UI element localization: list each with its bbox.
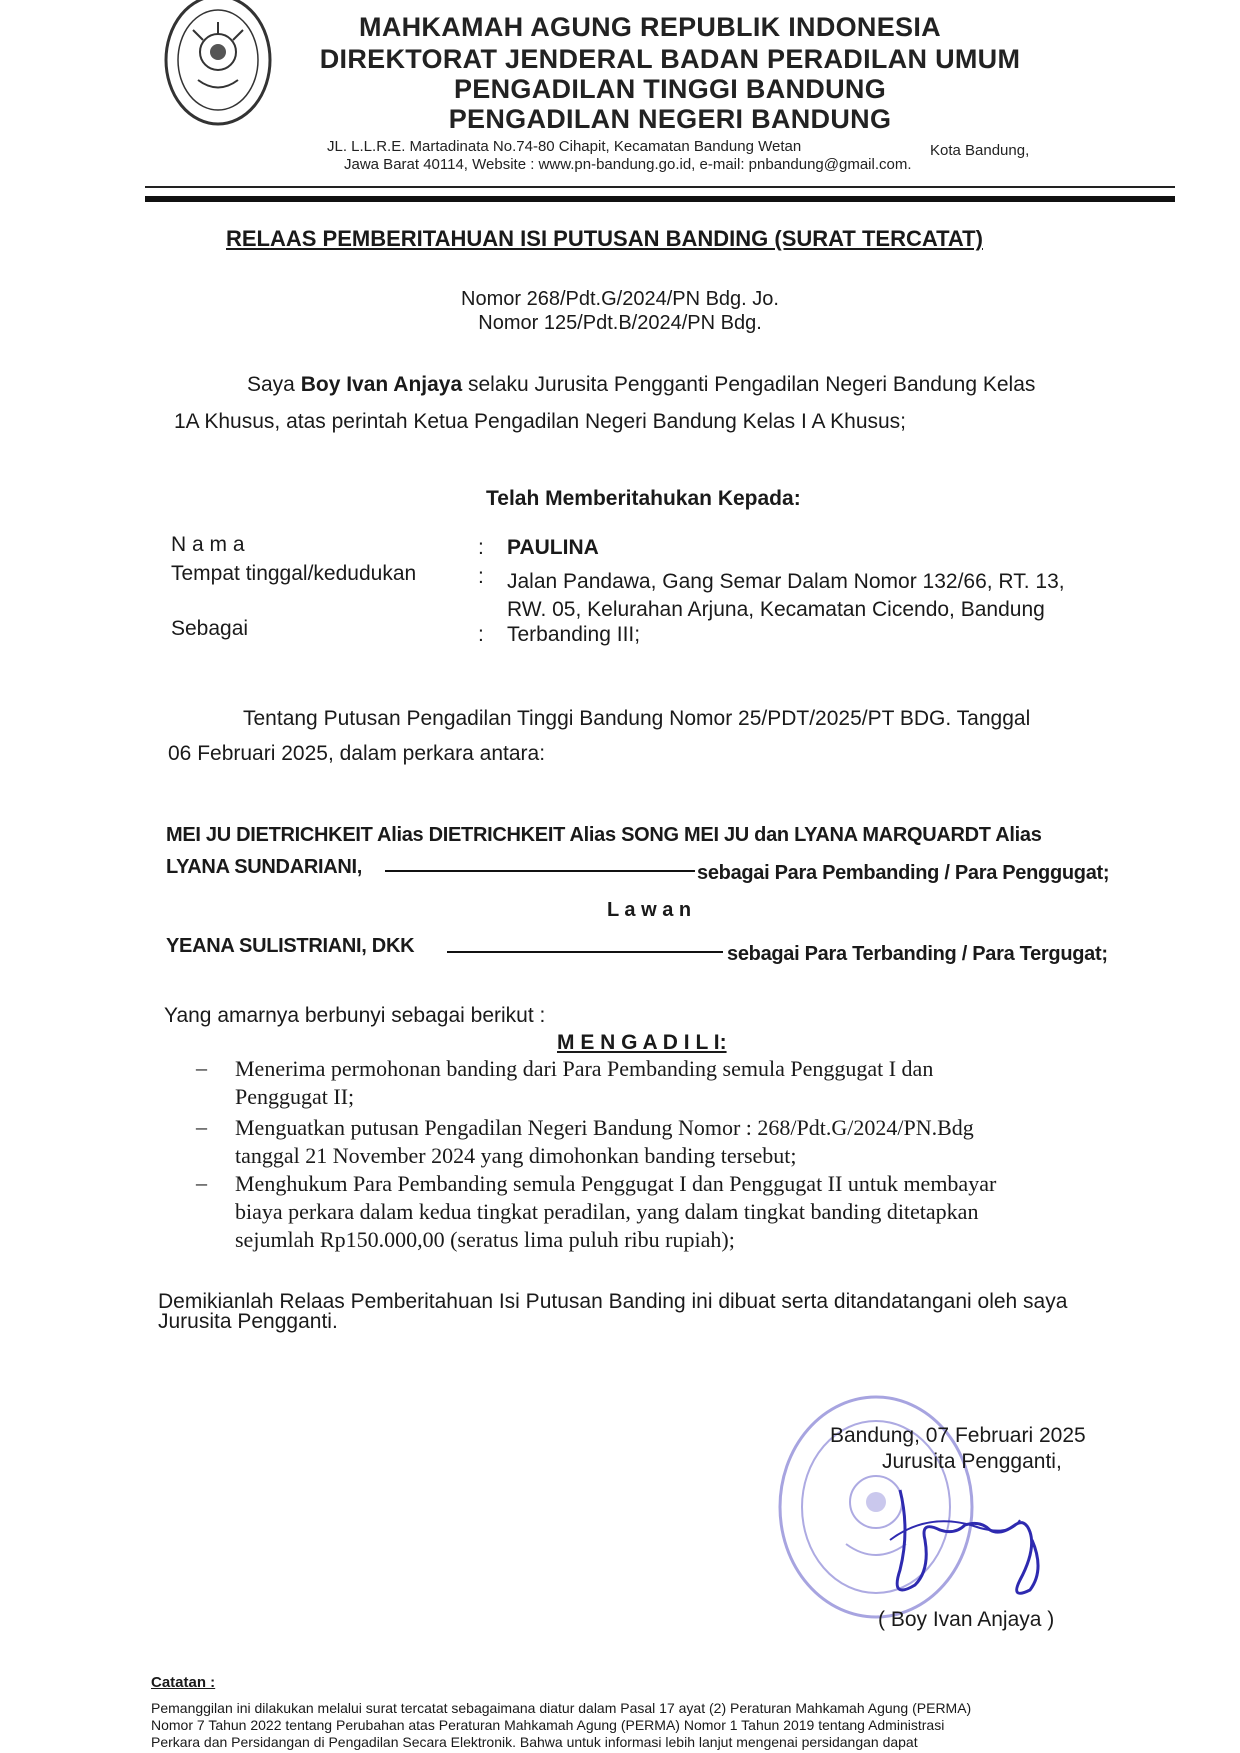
tentang-line-1: Tentang Putusan Pengadilan Tinggi Bandung Nomor 25/PDT/2025/PT BDG. Tanggal [243, 707, 1031, 730]
letterhead-line-1: MAHKAMAH AGUNG REPUBLIK INDONESIA [359, 12, 941, 42]
court-logo [163, 0, 273, 128]
sebagai-value: Terbanding III; [507, 623, 641, 646]
nama-colon: : [478, 536, 484, 559]
amar-item-3-line-1: Menghukum Para Pembanding semula Penggugat I dan Penggugat II untuk membayar [235, 1171, 997, 1196]
court-emblem-icon [163, 0, 273, 128]
lawan-label: L a w a n [607, 899, 692, 921]
alamat-line-1: Jalan Pandawa, Gang Semar Dalam Nomor 132/66, RT. 13, [507, 570, 1065, 593]
amar-bullet-1: – [196, 1055, 207, 1080]
alamat-label: Tempat tinggal/kedudukan [171, 562, 417, 585]
closing-line-2: Jurusita Pengganti. [158, 1310, 338, 1333]
case-number-2: Nomor 125/Pdt.B/2024/PN Bdg. [478, 312, 762, 334]
signature-name: ( Boy Ivan Anjaya ) [878, 1608, 1055, 1631]
mengadili-heading: M E N G A D I L I: [557, 1031, 727, 1054]
bailiff-name: Boy Ivan Anjaya [300, 373, 463, 396]
amar-item-2-line-1: Menguatkan putusan Pengadilan Negeri Bandung Nomor : 268/Pdt.G/2024/PN.Bdg [235, 1115, 974, 1140]
intro-rest: selaku Jurusita Pengganti Pengadilan Negeri Bandung Kelas [462, 373, 1036, 396]
catatan-label: Catatan : [151, 1674, 216, 1691]
letterhead-line-3: PENGADILAN TINGGI BANDUNG [454, 74, 886, 104]
catatan-line-1: Pemanggilan ini dilakukan melalui surat tercatat sebagaimana diatur dalam Pasal 17 ayat (2) Peraturan Mahkamah Agung (PERMA) [151, 1700, 972, 1716]
terbanding-role: sebagai Para Terbanding / Para Tergugat; [727, 943, 1108, 965]
pembanding-dash-line [385, 870, 695, 872]
amar-item-1-line-2: Penggugat II; [235, 1084, 355, 1109]
catatan-line-3: Perkara dan Persidangan di Pengadilan Secara Elektronik. Bahwa untuk informasi lebih lanjut mengenai persidangan dapat [151, 1734, 918, 1750]
document-title: RELAAS PEMBERITAHUAN ISI PUTUSAN BANDING (SURAT TERCATAT) [226, 226, 983, 251]
signature-place-date: Bandung, 07 Februari 2025 [830, 1424, 1086, 1447]
intro-prefix: Saya [247, 373, 301, 396]
pembanding-role: sebagai Para Pembanding / Para Penggugat; [697, 862, 1110, 884]
letterhead-address-city: Kota Bandung, [930, 142, 1030, 159]
letterhead-line-4: PENGADILAN NEGERI BANDUNG [448, 104, 892, 134]
amar-intro: Yang amarnya berbunyi sebagai berikut : [164, 1004, 546, 1027]
letterhead-address-1: JL. L.L.R.E. Martadinata No.74-80 Cihapit, Kecamatan Bandung Wetan [327, 138, 802, 155]
letterhead-divider-thin [145, 186, 1175, 188]
intro-line-1 [247, 366, 1035, 403]
alamat-line-2: RW. 05, Kelurahan Arjuna, Kecamatan Cicendo, Bandung [507, 598, 1045, 621]
amar-bullet-3: – [196, 1170, 207, 1195]
terbanding-name: YEANA SULISTRIANI, DKK [166, 935, 415, 957]
amar-item-2 [235, 1114, 1085, 1170]
notified-heading: Telah Memberitahukan Kepada: [486, 487, 801, 510]
intro-line-2: 1A Khusus, atas perintah Ketua Pengadilan Negeri Bandung Kelas I A Khusus; [174, 410, 907, 433]
handwritten-signature [870, 1470, 1050, 1610]
amar-item-2-line-2: tanggal 21 November 2024 yang dimohonkan banding tersebut; [235, 1143, 797, 1168]
letterhead-divider-thick [145, 196, 1175, 202]
alamat-colon: : [478, 565, 484, 588]
amar-item-1 [235, 1055, 1085, 1111]
signature-scribble-icon [870, 1470, 1050, 1610]
sebagai-label: Sebagai [171, 617, 249, 640]
nama-value: PAULINA [507, 536, 599, 559]
pembanding-line-1: MEI JU DIETRICHKEIT Alias DIETRICHKEIT Alias SONG MEI JU dan LYANA MARQUARDT Alias [166, 824, 1042, 846]
pembanding-line-2: LYANA SUNDARIANI, [166, 856, 363, 878]
terbanding-dash-line [447, 951, 723, 953]
letterhead-line-2: DIREKTORAT JENDERAL BADAN PERADILAN UMUM [319, 44, 1021, 74]
case-number-1: Nomor 268/Pdt.G/2024/PN Bdg. Jo. [461, 288, 779, 310]
sebagai-colon: : [478, 623, 484, 646]
amar-bullet-2: – [196, 1114, 207, 1139]
catatan-line-2: Nomor 7 Tahun 2022 tentang Perubahan atas Peraturan Mahkamah Agung (PERMA) Nomor 1 Tahun 2019 tentang Administrasi [151, 1717, 945, 1733]
nama-label: N a m a [171, 533, 245, 556]
amar-item-3-line-3: sejumlah Rp150.000,00 (seratus lima puluh ribu rupiah); [235, 1227, 735, 1252]
amar-item-1-line-1: Menerima permohonan banding dari Para Pembanding semula Penggugat I dan [235, 1056, 934, 1081]
amar-item-3-line-2: biaya perkara dalam kedua tingkat peradilan, yang dalam tingkat banding ditetapkan [235, 1199, 979, 1224]
amar-item-3 [235, 1170, 1085, 1254]
signature-role: Jurusita Pengganti, [882, 1450, 1062, 1473]
letterhead-address-2: Jawa Barat 40114, Website : www.pn-bandung.go.id, e-mail: pnbandung@gmail.com. [344, 156, 912, 173]
tentang-line-2: 06 Februari 2025, dalam perkara antara: [168, 742, 546, 765]
closing-line-1: Demikianlah Relaas Pemberitahuan Isi Putusan Banding ini dibuat serta ditandatangani oleh saya [158, 1290, 1068, 1313]
